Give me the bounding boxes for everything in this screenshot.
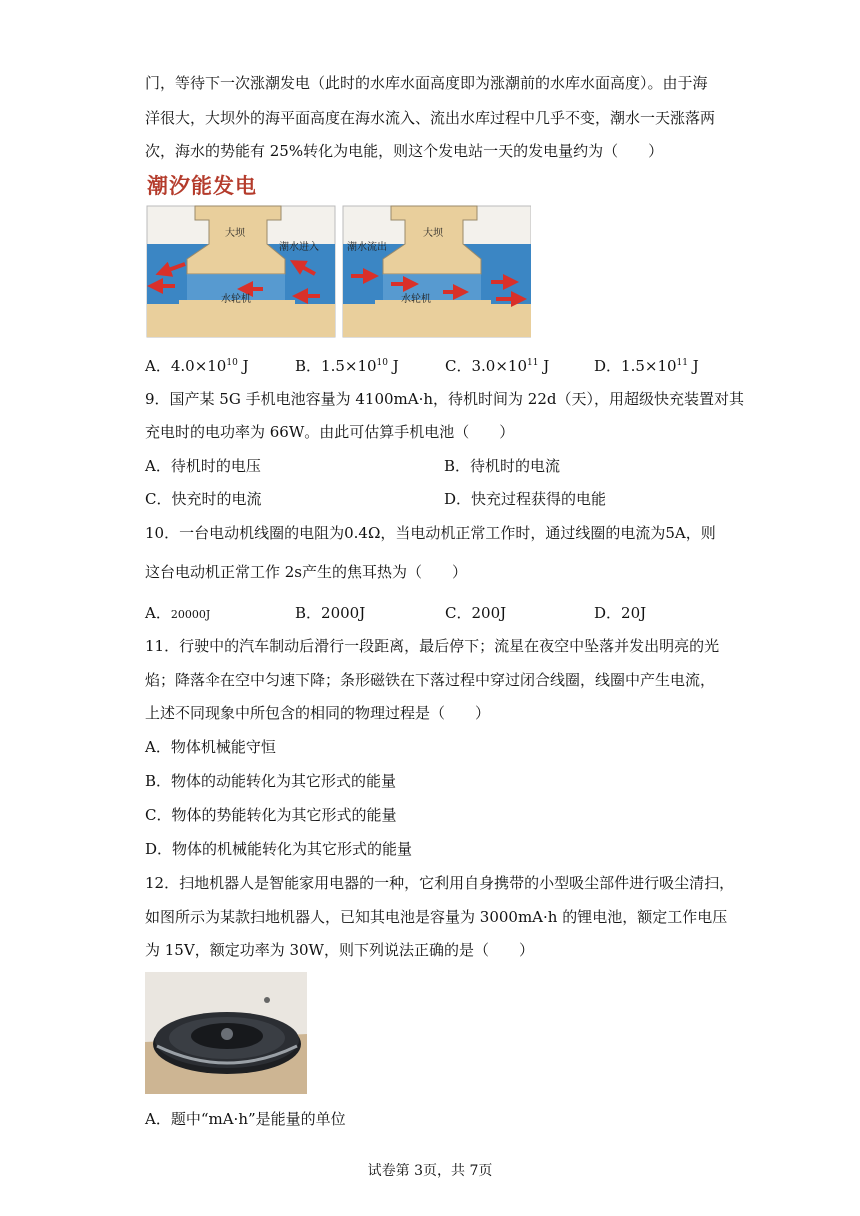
left-flow-label: 潮水进入: [279, 242, 319, 253]
q9-line-1: 9．国产某 5G 手机电池容量为 4100mA·h，待机时间为 22d（天），用超级快充装置对其: [145, 390, 744, 408]
q10-option-c-text: 200J: [471, 604, 507, 622]
q8-option-d-mantissa: 1.5×10: [621, 357, 677, 375]
right-panel: [343, 206, 531, 337]
q10-option-b-letter: B．: [295, 604, 322, 622]
q10-option-d-text: 20J: [621, 604, 647, 622]
q11-option-c[interactable]: C．物体的势能转化为其它形式的能量: [145, 806, 397, 824]
q8-option-c-unit: J: [538, 357, 550, 375]
q10-option-a-text: 20000J: [170, 608, 211, 621]
q10-option-d-letter: D．: [594, 604, 622, 622]
q8-option-a[interactable]: [145, 356, 249, 376]
q8-option-d[interactable]: [594, 356, 699, 376]
left-turbine-label: 水轮机: [221, 294, 251, 305]
q10-line-1: 10．一台电动机线圈的电阻为0.4Ω，当电动机正常工作时，通过线圈的电流为5A，则: [145, 524, 716, 542]
q9-option-a[interactable]: A．待机时的电压: [145, 457, 261, 475]
right-flow-label: 潮水流出: [347, 242, 387, 253]
q11-option-a[interactable]: A．物体机械能守恒: [145, 738, 276, 756]
left-dam-label: 大坝: [225, 228, 245, 239]
q12-line-1: 12．扫地机器人是智能家用电器的一种，它利用自身携带的小型吸尘部件进行吸尘清扫，: [145, 874, 735, 892]
q8-option-d-unit: J: [688, 357, 699, 375]
q8-option-b-exponent: 10: [376, 358, 388, 368]
q8-option-b-unit: J: [388, 357, 399, 375]
q11-line-3: 上述不同现象中所包含的相同的物理过程是（ ）: [145, 704, 491, 722]
q8-option-c-letter: C．: [445, 357, 472, 375]
q10-option-b-text: 2000J: [321, 604, 366, 622]
q8-option-a-exponent: 10: [226, 358, 238, 368]
right-dam-label: 大坝: [423, 228, 443, 239]
q9-option-b[interactable]: B．待机时的电流: [444, 457, 561, 475]
q10-option-a[interactable]: [145, 603, 210, 625]
left-panel: [147, 206, 335, 337]
q10-option-c-letter: C．: [445, 604, 472, 622]
q8-option-c[interactable]: [445, 356, 549, 376]
q8-option-a-unit: J: [237, 357, 249, 375]
q10-option-c[interactable]: [445, 603, 506, 623]
q8-option-b-mantissa: 1.5×10: [321, 357, 377, 375]
right-turbine-label: 水轮机: [401, 294, 431, 305]
q12-line-3: 为 15V，额定功率为 30W，则下列说法正确的是（ ）: [145, 941, 534, 959]
q8-option-d-letter: D．: [594, 357, 622, 375]
q10-option-d[interactable]: [594, 603, 646, 623]
q12-option-a[interactable]: A．题中“mA·h”是能量的单位: [145, 1110, 346, 1128]
q8-line-2: 洋很大，大坝外的海平面高度在海水流入、流出水库过程中几乎不变，潮水一天涨落两: [145, 109, 716, 127]
figure-title: 潮汐能发电: [147, 174, 257, 198]
q10-option-a-letter: A．: [145, 604, 171, 622]
q8-option-b[interactable]: [295, 356, 399, 376]
q9-line-2: 充电时的电功率为 66W。由此可估算手机电池（ ）: [145, 423, 515, 441]
q8-option-c-exponent: 11: [527, 358, 539, 368]
q8-option-c-mantissa: 3.0×10: [471, 357, 527, 375]
q8-option-a-letter: A．: [145, 357, 171, 375]
robot-vacuum-photo: [145, 972, 307, 1094]
q11-option-b[interactable]: B．物体的动能转化为其它形式的能量: [145, 772, 397, 790]
q10-line-2: 这台电动机正常工作 2s产生的焦耳热为（ ）: [145, 563, 468, 581]
page-footer: 试卷第 3页，共 7页: [367, 1163, 493, 1179]
q12-line-2: 如图所示为某款扫地机器人，已知其电池是容量为 3000mA·h 的锂电池，额定工作电压: [145, 908, 728, 926]
q8-option-a-mantissa: 4.0×10: [170, 357, 227, 375]
q8-option-d-exponent: 11: [676, 358, 688, 368]
q11-line-2: 焰；降落伞在空中匀速下降；条形磁铁在下落过程中穿过闭合线圈，线圈中产生电流，: [145, 671, 716, 689]
tidal-power-figure: [145, 204, 531, 339]
q8-option-b-letter: B．: [295, 357, 322, 375]
q8-line-3: 次，海水的势能有 25%转化为电能，则这个发电站一天的发电量约为（ ）: [145, 142, 664, 160]
q9-option-d[interactable]: D．快充过程获得的电能: [444, 490, 607, 508]
q9-option-c[interactable]: C．快充时的电流: [145, 490, 262, 508]
q11-line-1: 11．行驶中的汽车制动后滑行一段距离，最后停下；流星在夜空中坠落并发出明亮的光: [145, 637, 720, 655]
q10-option-b[interactable]: [295, 603, 365, 623]
q8-line-1: 门，等待下一次涨潮发电（此时的水库水面高度即为涨潮前的水库水面高度）。由于海: [145, 74, 708, 92]
q11-option-d[interactable]: D．物体的机械能转化为其它形式的能量: [145, 840, 413, 858]
